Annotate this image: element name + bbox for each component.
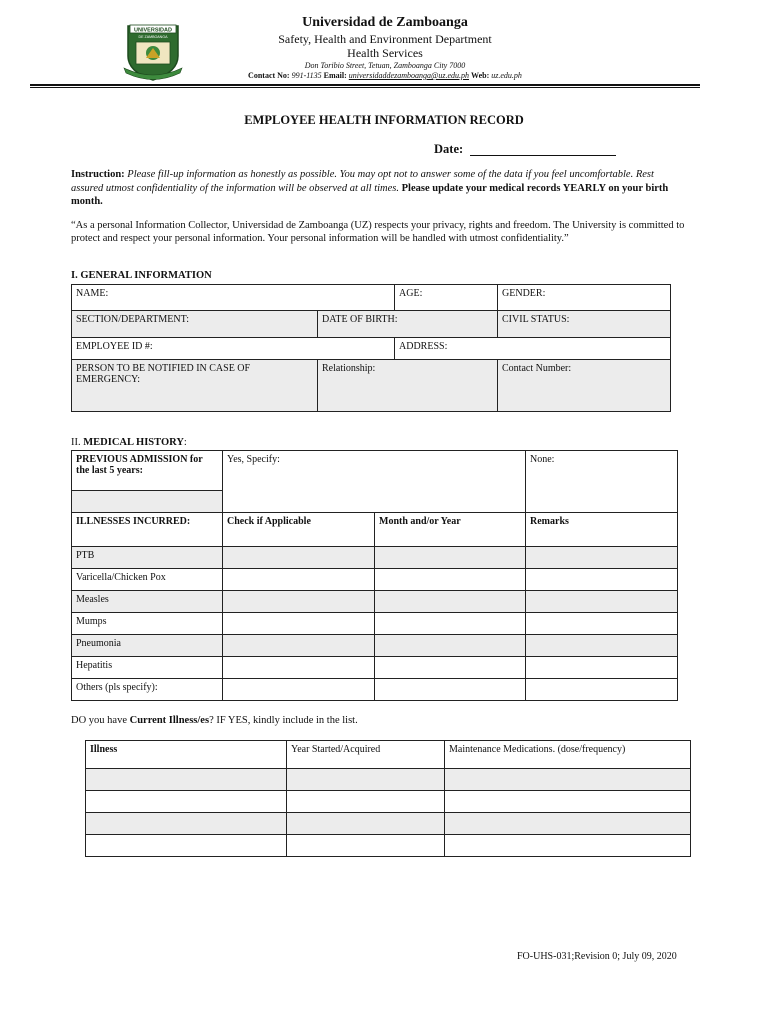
medical-history-heading [71,437,187,448]
table-row [86,791,691,813]
contact-label: Contact No: [248,71,290,80]
check-cell[interactable] [223,591,375,613]
gender-field[interactable]: GENDER: [498,285,671,311]
illness-cell[interactable] [86,769,287,791]
table-row [86,835,691,857]
medical-heading-number: II. [71,437,81,448]
remarks-cell[interactable] [526,679,678,701]
section-department-field[interactable]: SECTION/DEPARTMENT: [72,311,318,338]
check-cell[interactable] [223,657,375,679]
email-label: Email: [323,71,347,80]
contact-number: 991-1135 [291,71,322,80]
month-year-cell[interactable] [375,679,526,701]
remarks-cell[interactable] [526,591,678,613]
department-name: Safety, Health and Environment Department [278,32,492,46]
column-header-remarks: Remarks [526,513,678,547]
illness-label: Hepatitis [72,657,223,679]
remarks-cell[interactable] [526,547,678,569]
month-year-cell[interactable] [375,569,526,591]
illness-cell[interactable] [86,835,287,857]
instruction-text: Please fill-up information as honestly as possible. You may opt not to answer some of the data if you feel uncomfortable. Rest assured utmost confidentiality of the information will be observed at all times. [71,169,654,194]
civil-status-field[interactable]: CIVIL STATUS: [498,311,671,338]
table-row [72,547,678,569]
remarks-cell[interactable] [526,613,678,635]
check-cell[interactable] [223,635,375,657]
date-of-birth-field[interactable]: DATE OF BIRTH: [318,311,498,338]
medication-cell[interactable] [445,813,691,835]
remarks-cell[interactable] [526,635,678,657]
illness-cell[interactable] [86,791,287,813]
column-header-check: Check if Applicable [223,513,375,547]
table-row [86,813,691,835]
email-link[interactable]: universidaddezamboanga@uz.edu.ph [348,71,470,80]
column-header-year-started: Year Started/Acquired [287,741,445,769]
form-code-footer: FO-UHS-031;Revision 0; July 09, 2020 [517,951,677,962]
check-cell[interactable] [223,569,375,591]
year-cell[interactable] [287,769,445,791]
instruction-update-note: Please update your medical records YEARLY on your birth month. [71,182,669,207]
date-field[interactable] [470,155,616,156]
month-year-cell[interactable] [375,547,526,569]
table-row [72,591,678,613]
illness-label: Others (pls specify): [72,679,223,701]
medication-cell[interactable] [445,835,691,857]
column-header-month-year: Month and/or Year [375,513,526,547]
web-link[interactable]: uz.edu.ph [491,71,522,80]
year-cell[interactable] [287,791,445,813]
web-label: Web: [471,71,490,80]
illness-label: PTB [72,547,223,569]
table-row [72,657,678,679]
medical-heading-colon: : [183,437,187,448]
remarks-cell[interactable] [526,657,678,679]
illness-label: Varicella/Chicken Pox [72,569,223,591]
column-header-illnesses: ILLNESSES INCURRED: [72,513,223,547]
address-field[interactable]: ADDRESS: [395,338,671,360]
date-label: Date: [434,142,464,156]
none-field[interactable]: None: [526,451,678,513]
check-cell[interactable] [223,613,375,635]
illness-cell[interactable] [86,813,287,835]
age-field[interactable]: AGE: [395,285,498,311]
table-row [72,569,678,591]
header-divider [30,84,700,86]
instruction-paragraph [71,168,686,209]
previous-admission-label: PREVIOUS ADMISSION for the last 5 years: [72,451,223,491]
university-address: Don Toribio Street, Tetuan, Zamboanga City 7000 [304,61,466,70]
column-header-illness: Illness [86,741,287,769]
medical-history-table [71,450,678,701]
year-cell[interactable] [287,813,445,835]
table-row [72,635,678,657]
contact-number-field[interactable]: Contact Number: [498,360,671,412]
column-header-maintenance-meds: Maintenance Medications. (dose/frequency) [445,741,691,769]
contact-line [150,71,620,80]
check-cell[interactable] [223,679,375,701]
remarks-cell[interactable] [526,569,678,591]
month-year-cell[interactable] [375,613,526,635]
relationship-field[interactable]: Relationship: [318,360,498,412]
current-illness-table [85,740,691,857]
question-prefix: DO you have [71,715,127,726]
table-row [72,613,678,635]
table-row [86,769,691,791]
svg-text:DE ZAMBOANGA: DE ZAMBOANGA [138,35,168,39]
yes-specify-field[interactable]: Yes, Specify: [223,451,526,513]
current-illness-question [71,715,358,726]
instruction-label: Instruction: [71,169,125,180]
previous-admission-input[interactable] [72,491,223,513]
table-row [72,679,678,701]
illness-label: Measles [72,591,223,613]
name-field[interactable]: NAME: [72,285,395,311]
year-cell[interactable] [287,835,445,857]
medication-cell[interactable] [445,769,691,791]
form-title: EMPLOYEE HEALTH INFORMATION RECORD [244,113,524,127]
month-year-cell[interactable] [375,635,526,657]
university-name: Universidad de Zamboanga [302,15,468,30]
month-year-cell[interactable] [375,591,526,613]
service-name: Health Services [347,46,423,60]
month-year-cell[interactable] [375,657,526,679]
general-info-table [71,284,671,412]
svg-text:UNIVERSIDAD: UNIVERSIDAD [134,27,172,34]
question-bold: Current Illness/es [129,715,210,726]
medication-cell[interactable] [445,791,691,813]
privacy-statement: “As a personal Information Collector, Universidad de Zamboanga (UZ) respects your privacy, rights and freedom. The University is committed to protect and respect your personal information. Your personal information will be handled with utmost confidentiality.” [71,220,685,244]
employee-id-field[interactable]: EMPLOYEE ID #: [72,338,395,360]
header-divider-thin [30,87,700,88]
question-suffix: ? IF YES, kindly include in the list. [209,715,358,726]
illness-label: Mumps [72,613,223,635]
illness-label: Pneumonia [72,635,223,657]
check-cell[interactable] [223,547,375,569]
emergency-contact-person-field[interactable]: PERSON TO BE NOTIFIED IN CASE OF EMERGENCY: [72,360,318,412]
medical-heading-text: MEDICAL HISTORY [83,437,184,448]
general-info-heading: I. GENERAL INFORMATION [71,270,212,281]
